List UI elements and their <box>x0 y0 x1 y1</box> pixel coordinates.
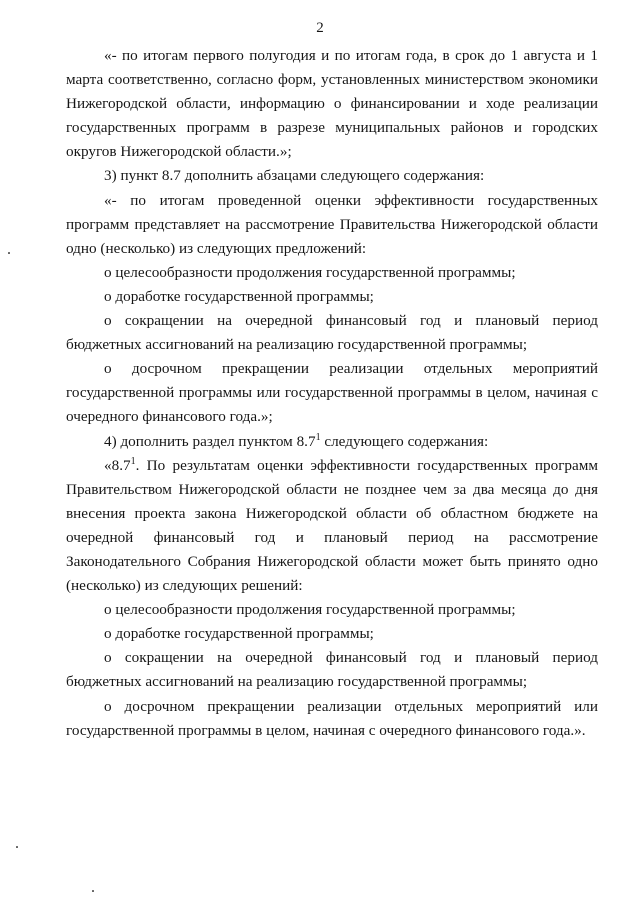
scan-speck <box>8 252 10 254</box>
paragraph-item-3: 3) пункт 8.7 дополнить абзацами следующего содержания: <box>104 167 485 185</box>
decision-reduce: о сокращении на очередной финансовый год и плановый период бюджетных ассигнований на реализацию государственной программы; <box>66 649 598 691</box>
decision-continue: о целесообразности продолжения государственной программы; <box>104 601 516 619</box>
proposal-reduce: о сокращении на очередной финансовый год и плановый период бюджетных ассигнований на реализацию государственной программы; <box>66 312 598 354</box>
decision-terminate: о досрочном прекращении реализации отдельных мероприятий или государственной программы в целом, начиная с очередного финансового года.». <box>66 697 598 739</box>
clause-8-7-1-number: «8.7 <box>104 456 131 474</box>
proposal-terminate: о досрочном прекращении реализации отдельных мероприятий государственной программы или государственной программы в целом, начиная с очередного финансового года.»; <box>66 360 598 426</box>
proposal-revise: о доработке государственной программы; <box>104 287 374 305</box>
clause-8-7-1-text: . По результатам оценки эффективности государственных программ Правительством Нижегородской области не позднее чем за два месяца до дня внесения проекта закона Нижегородской области об областном бюджете на очередной финансовый год и плановый период на рассмотрение Законодательного Собрания Нижегородской области может быть принято одно (несколько) из следующих решений: <box>66 456 598 595</box>
item-4-superscript: 1 <box>315 431 321 443</box>
clause-8-7-1-superscript: 1 <box>130 455 136 467</box>
page-number: 2 <box>316 20 324 36</box>
decision-revise: о доработке государственной программы; <box>104 625 374 643</box>
proposal-continue: о целесообразности продолжения государственной программы; <box>104 263 516 281</box>
scan-speck <box>16 846 18 848</box>
paragraph-efficiency-proposals: «- по итогам проведенной оценки эффективности государственных программ представляет на рассмотрение Правительства Нижегородской области одно (несколько) из следующих предложений: <box>66 191 598 257</box>
item-4-text-tail: следующего содержания: <box>320 432 489 450</box>
item-4-text: 4) дополнить раздел пунктом 8.7 <box>104 432 316 450</box>
paragraph-item-4 <box>66 430 598 454</box>
paragraph-reporting-deadlines: «- по итогам первого полугодия и по итогам года, в срок до 1 августа и 1 марта соответственно, согласно форм, установленных министерством экономики Нижегородской области, информацию о финансировании и ходе реализации государственных программ в разрезе муниципальных районов и городских округов Нижегородской области.»; <box>66 47 598 161</box>
paragraph-8-7-1 <box>66 454 598 599</box>
document-body <box>66 44 598 743</box>
scan-speck <box>92 890 94 892</box>
